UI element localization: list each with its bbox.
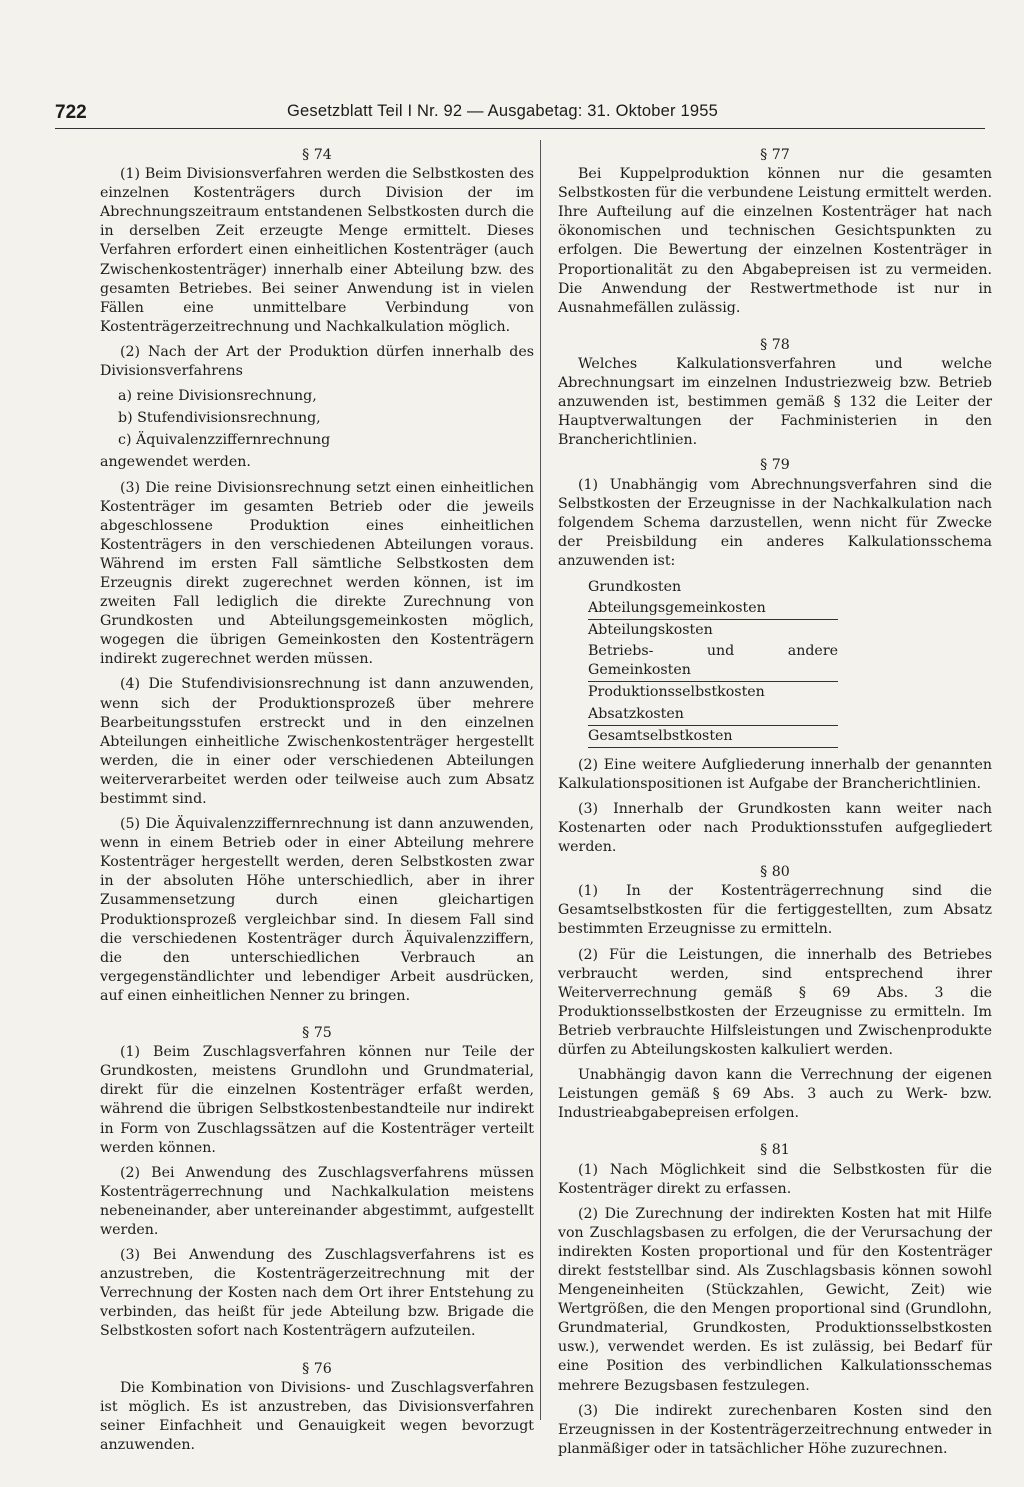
section-76-para-1: Die Kombination von Divisions- und Zuschlagsverfahren ist möglich. Es ist anzustreben, das Divisionsverfahren seiner Einfachheit und Genauigkeit wegen bevorzugt anzuwenden. — [100, 1379, 534, 1453]
list-item: c) Äquivalenzziffernrechnung — [118, 432, 331, 449]
section-81-para-2: (2) Die Zurechnung der indirekten Kosten hat mit Hilfe von Zuschlagsbasen zu erfolgen, die der Verursachung der indirekten Kosten proportional und für den Kostenträger direkt feststellbar sind. Als Zuschlagsbasis können sowohl Mengeneinheiten (Stückzahlen, Gewicht, Zeit) wie Wertgrößen, die den Mengen proportional sind (Grundlohn, Grundmaterial, Grundkosten, Produktionsselbstkosten usw.), verwendet werden. Es ist zulässig, bei Bedarf für eine Position des verbindlichen Kalkulationsschemas mehrere Bezugsbasen festzulegen. — [558, 1205, 992, 1394]
section-81-para-3: (3) Die indirekt zurechenbaren Kosten sind den Erzeugnissen in der Kostenträgerzeitrechnung entweder in planmäßiger oder in tatsächlicher Höhe zuzurechnen. — [558, 1402, 992, 1457]
page-number: 722 — [55, 102, 87, 123]
section-74-para-2: (2) Nach der Art der Produktion dürfen innerhalb des Divisionsverfahrens — [100, 343, 534, 380]
section-80-para-3: Unabhängig davon kann die Verrechnung der eigenen Leistungen gemäß § 69 Abs. 3 auch zu Werk- bzw. Industrieabgabepreisen erfolgen. — [558, 1067, 992, 1122]
section-74-para-3: (3) Die reine Divisionsrechnung setzt einen einheitlichen Kostenträger im gesamten Betrieb oder die jeweils abgeschlossene Produktion eines einheitlichen Kostenträgers in den verschiedenen Abteilungen voraus. Während im ersten Fall sämtliche Selbstkosten dem Erzeugnis direkt zugerechnet werden können, ist im zweiten Fall lediglich die direkte Zurechnung von Grundkosten und Abteilungsgemeinkosten möglich, wogegen die übrigen Gemeinkosten den Kostenträgern indirekt zugerechnet werden müssen. — [100, 479, 534, 668]
list-item: b) Stufendivisionsrechnung, — [118, 410, 321, 427]
section-79-para-3: (3) Innerhalb der Grundkosten kann weiter nach Kostenarten oder nach Produktionsstufen aufgegliedert werden. — [558, 800, 992, 856]
section-79-title: § 79 — [760, 457, 790, 474]
schema-row: Absatzkosten — [588, 704, 838, 726]
section-80-para-1: (1) In der Kostenträgerrechnung sind die Gesamtselbstkosten für die fertiggestellten, zum Absatz bestimmten Erzeugnisse zu ermitteln. — [558, 883, 992, 938]
page-header — [55, 102, 985, 129]
section-75-para-1: (1) Beim Zuschlagsverfahren können nur Teile der Grundkosten, meistens Grundlohn und Grundmaterial, direkt für die einzelnen Kostenträger erfaßt werden, während die übrigen Selbstkostenbestandteile nur indirekt in Form von Zuschlagssätzen auf die Kostenträger verteilt werden können. — [100, 1044, 534, 1156]
section-74-para-2-end: angewendet werden. — [100, 454, 251, 471]
right-column — [558, 146, 992, 1465]
section-76-title: § 76 — [302, 1360, 332, 1377]
section-79-para-1: (1) Unabhängig vom Abrechnungsverfahren sind die Selbstkosten der Erzeugnisse in der Nachkalkulation nach folgendem Schema darzustellen, wenn nicht für Zwecke der Preisbildung ein anderes Kalkulationsschema anzuwenden ist: — [558, 476, 992, 569]
section-81-para-1: (1) Nach Möglichkeit sind die Selbstkosten für die Kostenträger direkt zu erfassen. — [558, 1161, 992, 1197]
section-74-para-4: (4) Die Stufendivisionsrechnung ist dann anzuwenden, wenn sich der Produktionsprozeß über mehrere Bearbeitungsstufen erstreckt und in den einzelnen Abteilungen einheitliche Zwischenkostenträger hergestellt werden, die in einer oder verschiedenen Abteilungen weiterverarbeitet werden oder teilweise auch zum Absatz bestimmt sind. — [100, 676, 534, 807]
section-74-para-1: (1) Beim Divisionsverfahren werden die Selbstkosten des einzelnen Kostenträgers durch Division der im Abrechnungszeitraum entstandenen Selbstkosten durch die in derselben Zeit erzeugte Menge ermittelt. Dieses Verfahren erfordert einen einheitlichen Kostenträger (auch Zwischenkostenträger) innerhalb einer Abteilung bzw. des gesamten Betriebes. Bei seiner Anwendung ist in vielen Fällen eine unmittelbare Verbindung von Kostenträgerzeitrechnung und Nachkalkulation möglich. — [100, 166, 534, 335]
schema-row: Grundkosten — [588, 578, 682, 595]
section-79-para-2: (2) Eine weitere Aufgliederung innerhalb der genannten Kalkulationspositionen ist Aufgabe der Brancherichtlinien. — [558, 756, 992, 792]
schema-row: Abteilungsgemeinkosten — [588, 598, 838, 620]
section-74-list — [100, 387, 534, 450]
left-column — [100, 146, 534, 1461]
section-80-title: § 80 — [760, 864, 790, 881]
column-divider — [540, 140, 541, 1420]
calculation-schema — [588, 577, 838, 748]
section-78-para-1: Welches Kalkulationsverfahren und welche Abrechnungsart im einzelnen Industriezweig bzw. Betrieb anzuwenden ist, bestimmen gemäß § 132 die Leiter der Hauptverwaltungen der Fachministerien in den Brancherichtlinien. — [558, 355, 992, 449]
schema-row: Abteilungskosten — [588, 622, 713, 639]
schema-row: Produktionsselbstkosten — [588, 684, 765, 701]
section-78-title: § 78 — [760, 336, 790, 353]
running-head: Gesetzblatt Teil I Nr. 92 — Ausgabetag: 31. Oktober 1955 — [287, 102, 718, 120]
section-80-para-2: (2) Für die Leistungen, die innerhalb des Betriebes verbraucht werden, sind entsprechend ihrer Weiterverrechnung gemäß § 69 Abs. 3 die Produktionsselbstkosten der Erzeugnisse zu ermitteln. Im Betrieb verbrauchte Hilfsleistungen und Zwischenprodukte dürfen zu Abteilungskosten kalkuliert werden. — [558, 946, 992, 1059]
section-74-para-5: (5) Die Äquivalenzziffernrechnung ist dann anzuwenden, wenn in einem Betrieb oder in einer Abteilung mehrere Kostenträger hergestellt werden, deren Selbstkosten zwar in der absoluten Höhe unterschiedlich, aber in ihrer Zusammensetzung durch einen gleichartigen Produktionsprozeß vergleichbar sind. In diesem Fall sind die verschiedenen Kostenträger durch Äquivalenzziffern, die den unterschiedlichen Verbrauch an vergegenständlichter und lebendiger Arbeit ausdrücken, auf einen einheitlichen Nenner zu bringen. — [100, 816, 534, 1004]
section-77-para-1: Bei Kuppelproduktion können nur die gesamten Selbstkosten für die verbundene Leistung ermittelt werden. Ihre Aufteilung auf die einzelnen Kostenträger hat nach ökonomischen und technischen Gesichtspunkten zu erfolgen. Die Bewertung der einzelnen Kostenträger in Proportionalität zu den Abgabepreisen ist zu vermeiden. Die Anwendung der Restwertmethode ist nur in Ausnahmefällen zulässig. — [558, 166, 992, 316]
section-81-title: § 81 — [760, 1142, 790, 1159]
section-75-title: § 75 — [302, 1025, 332, 1042]
section-74-title: § 74 — [302, 147, 332, 163]
schema-row: Gesamtselbstkosten — [588, 726, 838, 748]
section-75-para-2: (2) Bei Anwendung des Zuschlagsverfahrens müssen Kostenträgerrechnung und Nachkalkulation meistens nebeneinander, aber untereinander abgestimmt, aufgestellt werden. — [100, 1164, 534, 1238]
section-77-title: § 77 — [760, 147, 790, 163]
section-75-para-3: (3) Bei Anwendung des Zuschlagsverfahrens ist es anzustreben, die Kostenträgerzeitrechnung mit der Verrechnung der Kosten nach dem Ort ihrer Entstehung zu verbinden, das heißt für jede Abteilung bzw. Brigade die Selbstkosten sofort nach Kostenträgern aufzuteilen. — [100, 1247, 534, 1340]
schema-row: Betriebs- und andere Gemeinkosten — [588, 641, 838, 682]
list-item: a) reine Divisionsrechnung, — [118, 388, 317, 405]
